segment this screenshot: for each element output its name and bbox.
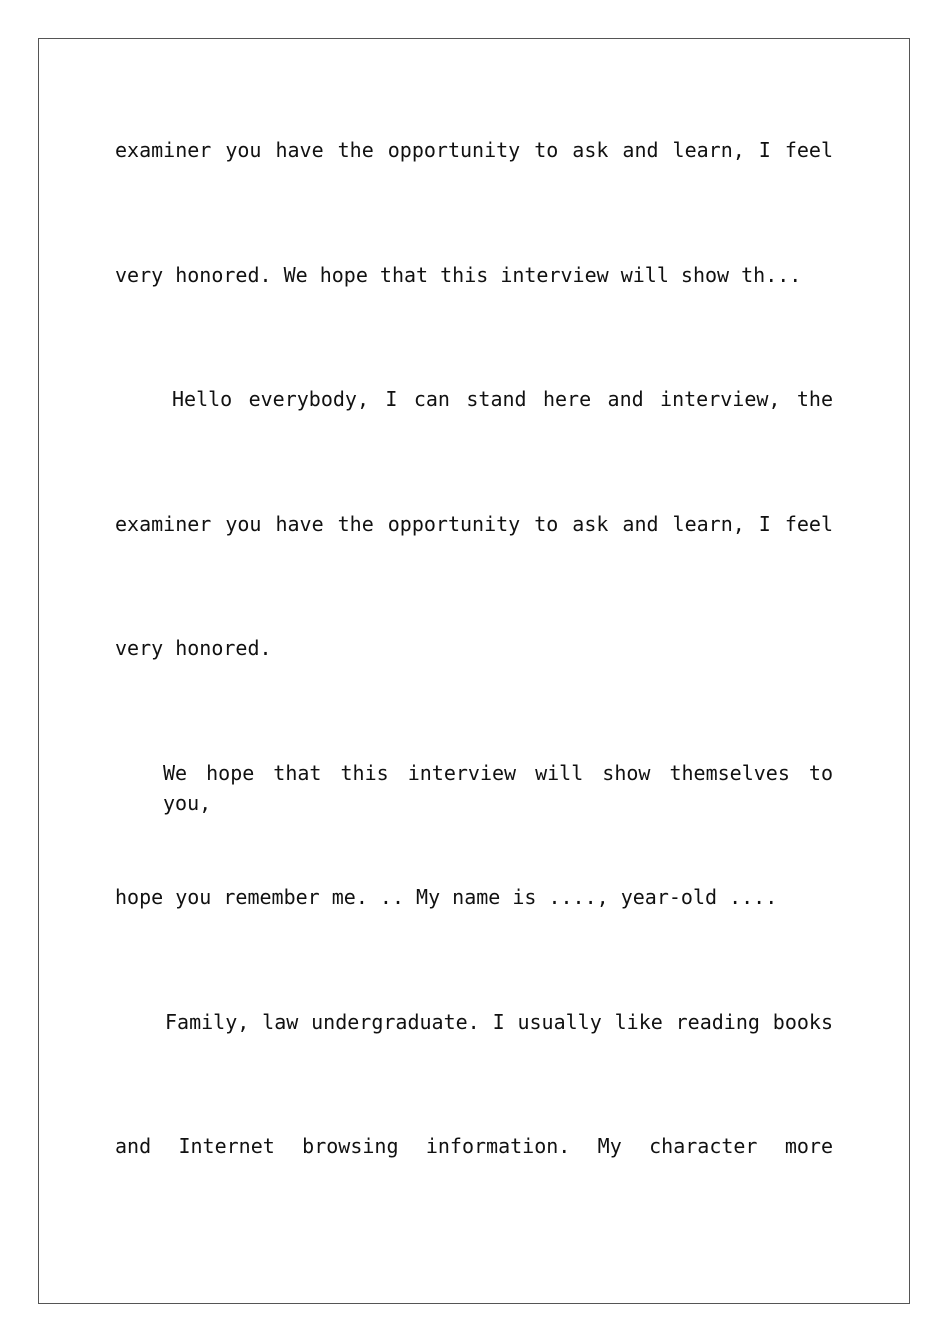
text-line: very honored. We hope that this interview will show th... [115,263,802,287]
text-line: examiner you have the opportunity to ask and learn, I feel [115,512,833,536]
text-line: hope you remember me. .. My name is ...., year-old .... [115,885,778,909]
text-line: We hope that this interview will show themselves to you, [163,761,833,815]
text-line: Family, law undergraduate. I usually like reading books [165,1010,833,1034]
text-line: and Internet browsing information. My character more [115,1134,833,1158]
page-frame [38,38,910,1304]
text-line: very honored. [115,636,272,660]
text-line: examiner you have the opportunity to ask and learn, I feel [115,138,833,162]
text-line: Hello everybody, I can stand here and interview, the [172,387,833,411]
